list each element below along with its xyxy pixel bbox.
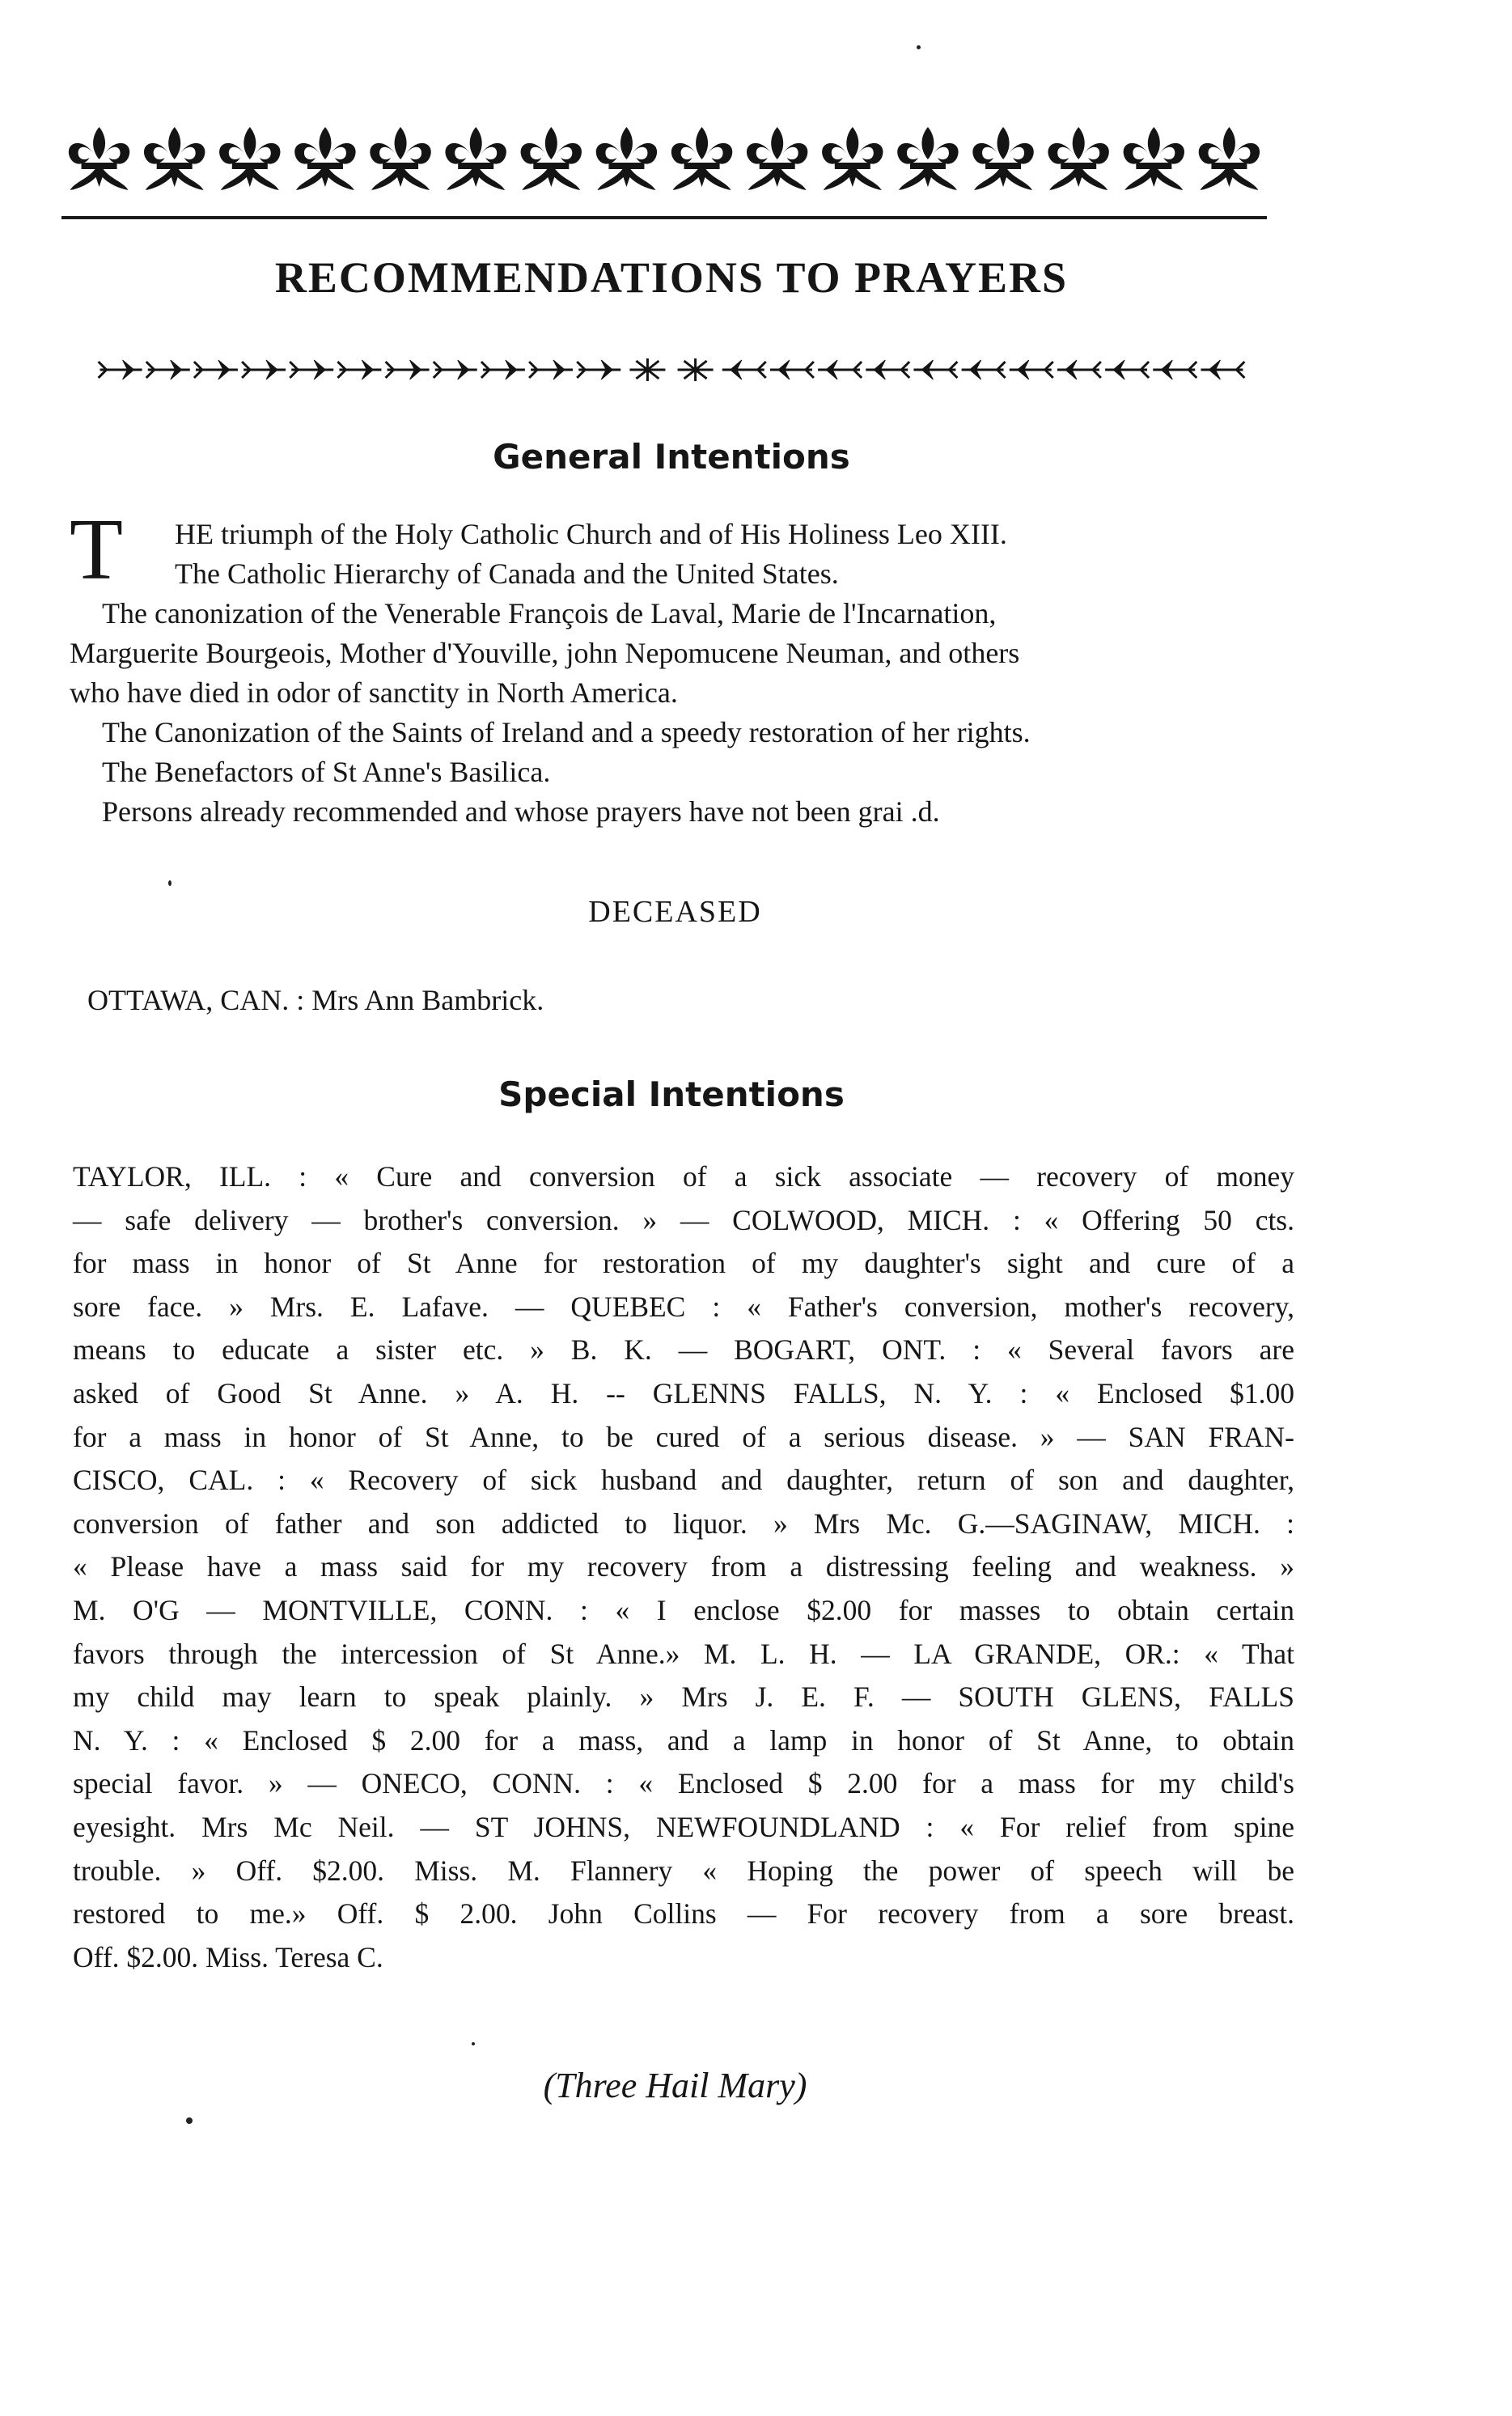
arrow-chain-link-icon [1105,360,1149,379]
deceased-place: OTTAWA, CAN. : [87,984,305,1016]
arrow-chain-link-icon [866,360,909,379]
special-line: special favor. » — ONECO, CONN. : « Enclosed $ 2.00 for a mass for my child's [73,1767,1294,1800]
arrow-chain-link-icon [629,358,665,381]
arrow-chain-link-icon [722,360,766,379]
arrow-chain-link-icon [678,358,714,381]
fleur-de-lis-icon [294,127,355,190]
special-line: favors through the intercession of St Anne.» M. L. H. — LA GRANDE, OR.: « That [73,1637,1294,1670]
fleur-de-lis-icon [747,127,807,190]
fleur-de-lis-icon [445,127,506,190]
special-line: my child may learn to speak plainly. » Mrs J. E. F. — SOUTH GLENS, FALLS [73,1681,1294,1714]
intention-church-text: HE triumph of the Holy Catholic Church and of His Holiness Leo XIII. [175,518,1007,550]
print-speck [186,2117,193,2124]
arrow-chain-link-icon [146,360,190,379]
arrow-chain-link-icon [1153,360,1196,379]
arrow-chain-link-icon [99,360,142,379]
general-intentions-list [70,502,1291,832]
arrow-chain-link-icon [434,360,477,379]
special-line: asked of Good St Anne. » A. H. -- GLENNS FALLS, N. Y. : « Enclosed $1.00 [73,1376,1294,1409]
fleur-de-lis-icon [144,127,205,190]
fleur-de-lis-icon [1199,127,1260,190]
arrow-chain-link-icon [529,360,573,379]
special-line: conversion of father and son addicted to liquor. » Mrs Mc. G.—SAGINAW, MICH. : [73,1507,1294,1540]
intention-persons: Persons already recommended and whose prayers have not been grai .d. [102,795,940,828]
arrow-chain-link-icon [194,360,238,379]
closing-prayer: (Three Hail Mary) [543,2066,807,2105]
fleur-de-lis-icon [1124,127,1184,190]
special-line: for mass in honor of St Anne for restoration of my daughter's sight and cure of a [73,1247,1294,1280]
intention-hierarchy: The Catholic Hierarchy of Canada and the United States. [175,557,839,590]
fleur-de-lis-icon [596,127,657,190]
special-line: Off. $2.00. Miss. Teresa C. [73,1940,383,1973]
special-line: eyesight. Mrs Mc Neil. — ST JOHNS, NEWFOUNDLAND : « For relief from spine [73,1810,1294,1843]
special-intentions-heading: Special Intentions [498,1074,845,1114]
arrow-chain-link-icon [962,360,1006,379]
deceased-entry [87,985,544,1015]
special-intentions-text [73,1155,1294,1979]
intention-ireland: The Canonization of the Saints of Ireland and a speedy restoration of her rights. [102,716,1031,748]
intention-canonization-cont: Marguerite Bourgeois, Mother d'Youville, john Nepomucene Neuman, and others [70,637,1020,669]
deceased-name: Mrs Ann Bambrick. [311,984,544,1016]
arrow-chain-link-icon [1010,360,1053,379]
general-intentions-heading: General Intentions [493,437,850,477]
fleur-de-lis-icon [521,127,582,190]
arrow-chain-link-icon [242,360,286,379]
print-speck [472,2042,475,2045]
special-line: restored to me.» Off. $ 2.00. John Collins — For recovery from a sore breast. [73,1897,1294,1931]
arrow-chain-link-icon [290,360,333,379]
arrow-chain-link-icon [770,360,814,379]
fleur-de-lis-icon [370,127,430,190]
arrow-chain-link-icon [481,360,525,379]
fleur-de-lis-icon [972,127,1033,190]
intention-benefactors: The Benefactors of St Anne's Basilica. [102,756,551,788]
arrow-chain-link-icon [1201,360,1244,379]
special-line: M. O'G — MONTVILLE, CONN. : « I enclose $2.00 for masses to obtain certain [73,1593,1294,1626]
intention-canonization-end: who have died in odor of sanctity in North America. [70,676,678,709]
arrow-chain-link-icon [386,360,430,379]
arrow-chain-link-icon [577,360,620,379]
fleur-de-lis-icon [897,127,958,190]
fleur-de-lis-icon [69,127,129,190]
deceased-heading: DECEASED [588,895,762,929]
fleur-de-lis-icon [822,127,883,190]
intention-canonization: The canonization of the Venerable François de Laval, Marie de l'Incarnation, [102,597,997,629]
special-line: means to educate a sister etc. » B. K. — BOGART, ONT. : « Several favors are [73,1333,1294,1367]
page-title: RECOMMENDATIONS TO PRAYERS [274,253,1069,302]
arrow-chain-link-icon [818,360,862,379]
special-line: trouble. » Off. $2.00. Miss. M. Flannery « Hoping the power of speech will be [73,1854,1294,1887]
drop-cap: T [70,502,123,598]
special-line: « Please have a mass said for my recovery from a distressing feeling and weakness. » [73,1550,1294,1583]
fleur-de-lis-border-icon [61,123,1267,196]
special-line: sore face. » Mrs. E. Lafave. — QUEBEC : « Father's conversion, mother's recovery, [73,1290,1294,1323]
print-speck [917,45,921,49]
arrow-chain-link-icon [337,360,381,379]
fleur-de-lis-icon [219,127,280,190]
fleur-de-lis-icon [671,127,732,190]
arrow-chain-link-icon [913,360,957,379]
print-speck [168,880,172,886]
fleur-de-lis-icon [1048,127,1108,190]
special-line: CISCO, CAL. : « Recovery of sick husband and daughter, return of son and daughter, [73,1464,1294,1497]
special-line: N. Y. : « Enclosed $ 2.00 for a mass, and a lamp in honor of St Anne, to obtain [73,1723,1294,1757]
arrow-chain-link-icon [1057,360,1101,379]
arrow-chain-divider-icon [97,356,1246,384]
special-line: TAYLOR, ILL. : « Cure and conversion of a sick associate — recovery of money [73,1160,1294,1193]
top-rule [61,216,1267,219]
special-line: for a mass in honor of St Anne, to be cured of a serious disease. » — SAN FRAN- [73,1420,1294,1453]
special-line: — safe delivery — brother's conversion. » — COLWOOD, MICH. : « Offering 50 cts. [73,1203,1294,1236]
